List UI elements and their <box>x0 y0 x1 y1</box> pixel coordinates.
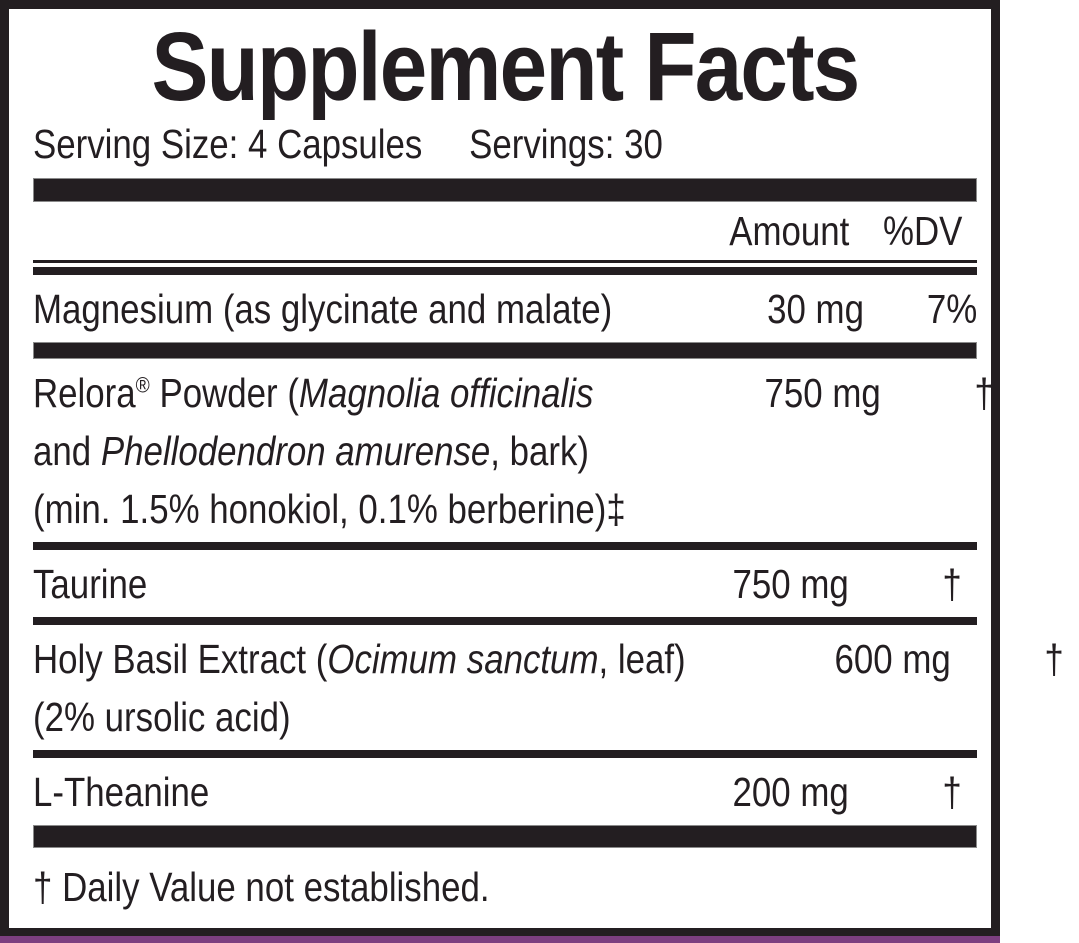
serving-size: Serving Size: 4 Capsules <box>33 121 423 167</box>
ingredient-row-holy-basil <box>33 625 1064 750</box>
header-rule-thin <box>33 260 977 263</box>
dv-value: † <box>942 769 962 815</box>
separator-bar-bottom <box>33 825 977 848</box>
row-rule-1 <box>33 542 977 550</box>
ingredient-row-taurine <box>33 550 977 617</box>
separator-bar-mid <box>33 342 977 359</box>
row-rule-3 <box>33 750 977 758</box>
ingredient-row-magnesium <box>33 275 977 342</box>
dv-value: † <box>1044 636 1064 682</box>
amount-value: 600 mg <box>834 636 951 682</box>
column-header-dv: %DV <box>882 208 962 254</box>
ingredient-row-l-theanine <box>33 758 977 825</box>
footnote: † Daily Value not established. <box>33 864 490 910</box>
column-header-row <box>33 202 977 260</box>
amount-value: 200 mg <box>732 769 849 815</box>
dv-value: † <box>942 561 962 607</box>
row-rule-2 <box>33 617 977 625</box>
servings-count: Servings: 30 <box>469 121 663 167</box>
dv-value: 7% <box>927 286 978 332</box>
ingredient-name: Taurine <box>33 561 148 607</box>
amount-value: 750 mg <box>732 561 849 607</box>
serving-info <box>33 122 977 166</box>
ingredient-name: L-Theanine <box>33 769 210 815</box>
ingredient-row-relora <box>33 359 994 542</box>
panel-title: Supplement Facts <box>151 12 859 121</box>
ingredient-name: Relora® Powder (Magnolia officinalis and Phellodendron amurense, bark) (min. 1.5% honokiol, 0.1% berberine)‡ <box>33 370 626 532</box>
column-header-amount: Amount <box>728 208 849 254</box>
ingredient-name: Magnesium (as glycinate and malate) <box>33 286 613 332</box>
ingredient-name: Holy Basil Extract (Ocimum sanctum, leaf) (2% ursolic acid) <box>33 636 686 740</box>
header-rule-thick <box>33 267 977 275</box>
amount-value: 750 mg <box>764 370 881 416</box>
dv-value: † <box>974 370 994 416</box>
accent-strip <box>0 936 1000 943</box>
separator-bar-top <box>33 178 977 202</box>
amount-value: 30 mg <box>767 286 865 332</box>
